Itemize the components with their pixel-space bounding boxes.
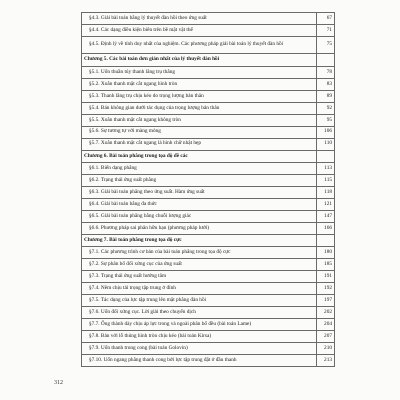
toc-page-number	[317, 54, 335, 67]
section-title: §7.1. Các phương trình cơ bản của bài toán phẳng trong tọa độ cực	[82, 247, 317, 259]
toc-entry-row	[82, 114, 335, 126]
table-of-contents	[81, 12, 335, 367]
section-title: §7.6. Uốn đối xứng cục. Lời giải theo chuyển dịch	[82, 307, 317, 319]
toc-entry-row	[82, 259, 335, 271]
toc-entry-row	[82, 210, 335, 222]
toc-entry-row	[82, 354, 335, 366]
toc-entry-row	[82, 13, 335, 25]
toc-page-number: 67	[317, 13, 335, 25]
section-title: §5.3. Thanh lăng trụ chịu kéo do trọng lượng bản thân	[82, 90, 317, 102]
toc-chapter-row	[82, 54, 335, 67]
section-title: §4.5. Định lý về tính duy nhất của nghiệm. Các phương pháp giải bài toán lý thuyết đàn hồi	[82, 36, 317, 54]
toc-entry-row	[82, 271, 335, 283]
toc-entry-row	[82, 138, 335, 150]
toc-entry-row	[82, 319, 335, 331]
toc-entry-row	[82, 24, 335, 36]
section-title: §5.1. Uốn thuần túy thanh lăng trụ thẳng	[82, 67, 317, 79]
toc-entry-row	[82, 247, 335, 259]
toc-page-number: 89	[317, 90, 335, 102]
toc-page-number: 83	[317, 79, 335, 91]
section-title: §6.5. Giải bài toán phẳng bằng chuỗi lượng giác	[82, 210, 317, 222]
toc-entry-row	[82, 342, 335, 354]
toc-page-number: 166	[317, 222, 335, 234]
toc-page-number: 113	[317, 163, 335, 175]
toc-entry-row	[82, 199, 335, 211]
toc-entry-row	[82, 307, 335, 319]
section-title: §7.8. Bản với lỗ thủng hình tròn chịu kéo (bài toán Kirsa)	[82, 331, 317, 343]
toc-page-number: 210	[317, 342, 335, 354]
toc-page-number	[317, 234, 335, 247]
toc-entry-row	[82, 331, 335, 343]
section-title: §7.5. Tác dụng của lực tập trung lên mặt phẳng đàn hồi	[82, 295, 317, 307]
chapter-title: Chương 7. Bài toán phẳng trong tọa độ cực	[82, 234, 317, 247]
toc-page-number: 115	[317, 175, 335, 187]
section-title: §6.6. Phương pháp sai phân hữu hạn (phương pháp lưới)	[82, 222, 317, 234]
toc-page-number	[317, 150, 335, 163]
section-title: §7.10. Uốn ngang phẳng thanh cong bởi lực tập trung đặt ở đầu thanh	[82, 354, 317, 366]
section-title: §4.4. Các dạng điều kiện biên trên bề mặt vật thể	[82, 24, 317, 36]
section-title: §4.3. Giải bài toán bằng lý thuyết đàn hồi theo ứng suất	[82, 13, 317, 25]
section-title: §7.7. Ống thành dày chịu áp lực trong và ngoài phân bố đều (bài toán Lame)	[82, 319, 317, 331]
section-title: §5.7. Xoắn thanh mặt cắt ngang là hình chữ nhật hẹp	[82, 138, 317, 150]
chapter-title: Chương 6. Bài toán phẳng trong tọa độ đề các	[82, 150, 317, 163]
toc-page-number: 185	[317, 259, 335, 271]
toc-entry-row	[82, 67, 335, 79]
section-title: §5.6. Sự tương tự với màng mỏng	[82, 126, 317, 138]
toc-page-number: 213	[317, 354, 335, 366]
toc-body	[82, 13, 335, 367]
toc-page-number: 180	[317, 247, 335, 259]
section-title: §6.1. Biến dạng phẳng	[82, 163, 317, 175]
section-title: §6.3. Giải bài toán phẳng theo ứng suất. Hàm ứng suất	[82, 187, 317, 199]
toc-page-number: 191	[317, 271, 335, 283]
section-title: §6.2. Trạng thái ứng suất phẳng	[82, 175, 317, 187]
toc-entry-row	[82, 126, 335, 138]
toc-page-number: 110	[317, 138, 335, 150]
toc-page-number: 78	[317, 67, 335, 79]
page-number: 312	[54, 380, 63, 386]
toc-page-number: 202	[317, 307, 335, 319]
toc-page-number: 75	[317, 36, 335, 54]
toc-page-number: 147	[317, 210, 335, 222]
toc-entry-row	[82, 283, 335, 295]
section-title: §5.4. Bán không gian dưới tác dụng của trọng lượng bản thân	[82, 102, 317, 114]
toc-chapter-row	[82, 150, 335, 163]
section-title: §7.4. Nêm chịu tải trọng tập trung ở đỉnh	[82, 283, 317, 295]
section-title: §7.9. Uốn thanh trong cong (bài toán Golovin)	[82, 342, 317, 354]
section-title: §5.2. Xoắn thanh mặt cắt ngang hình tròn	[82, 79, 317, 91]
toc-entry-row	[82, 79, 335, 91]
section-title: §7.3. Trạng thái ứng suất hướng tâm	[82, 271, 317, 283]
toc-page-number: 121	[317, 199, 335, 211]
toc-page-number: 106	[317, 126, 335, 138]
section-title: §6.4. Giải bài toán bằng đa thức	[82, 199, 317, 211]
toc-entry-row	[82, 222, 335, 234]
toc-page-number: 207	[317, 331, 335, 343]
toc-entry-row	[82, 175, 335, 187]
toc-entry-row	[82, 102, 335, 114]
toc-entry-row	[82, 36, 335, 54]
toc-page-number: 204	[317, 319, 335, 331]
toc-page-number: 118	[317, 187, 335, 199]
toc-page-number: 197	[317, 295, 335, 307]
toc-chapter-row	[82, 234, 335, 247]
toc-entry-row	[82, 187, 335, 199]
toc-page-number: 92	[317, 102, 335, 114]
section-title: §7.2. Sự phân bố đối xứng cục của ứng suất	[82, 259, 317, 271]
toc-page-number: 95	[317, 114, 335, 126]
toc-page-number: 71	[317, 24, 335, 36]
toc-page-number: 192	[317, 283, 335, 295]
chapter-title: Chương 5. Các bài toán đơn giản nhất của lý thuyết đàn hồi	[82, 54, 317, 67]
toc-entry-row	[82, 90, 335, 102]
toc-entry-row	[82, 295, 335, 307]
toc-entry-row	[82, 163, 335, 175]
section-title: §5.5. Xoắn thanh mặt cắt ngang không tròn	[82, 114, 317, 126]
